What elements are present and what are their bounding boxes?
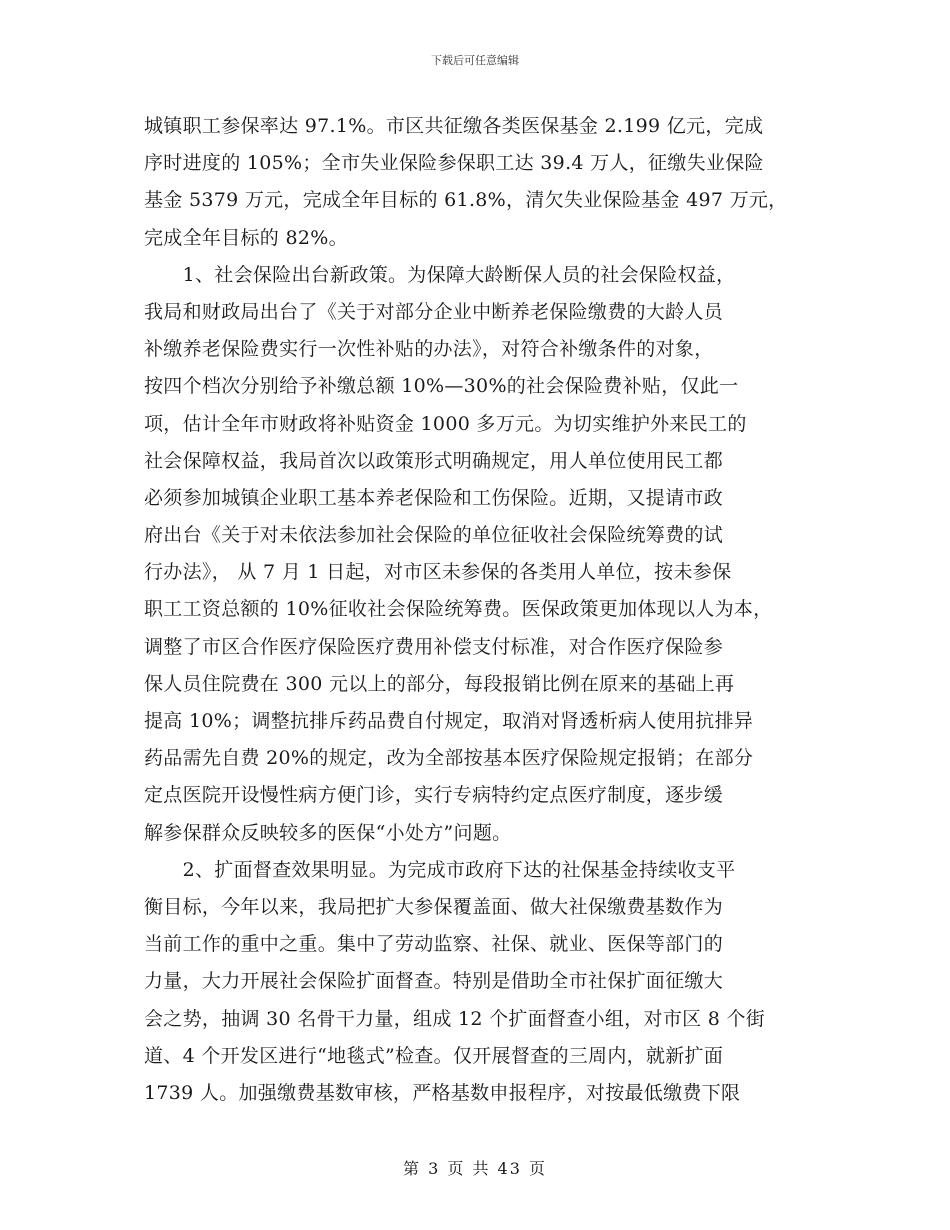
text-line: 府出台《关于对未依法参加社会保险的单位征收社会保险统筹费的试 xyxy=(144,524,724,547)
text-line: 衡目标，今年以来，我局把扩大参保覆盖面、做大社保缴费基数作为 xyxy=(144,895,724,918)
text-line: 力量，大力开展社会保险扩面督查。特别是借助全市社保扩面征缴大 xyxy=(144,970,724,993)
text-line: 我局和财政局出台了《关于对部分企业中断养老保险缴费的大龄人员 xyxy=(144,300,724,323)
text-line: 职工工资总额的 10%征收社会保险统筹费。医保政策更加体现以人为本， xyxy=(144,598,773,621)
text-line: 行办法》， 从 7 月 1 日起，对市区未参保的各类用人单位，按未参保 xyxy=(144,561,732,584)
text-line: 定点医院开设慢性病方便门诊，实行专病特约定点医疗制度，逐步缓 xyxy=(144,784,724,807)
text-line: 序时进度的 105%；全市失业保险参保职工达 39.4 万人，征缴失业保险 xyxy=(144,152,764,175)
document-body xyxy=(144,108,824,1112)
text-line: 道、4 个开发区进行“地毯式”检查。仅开展督查的三周内，就新扩面 xyxy=(144,1044,724,1067)
text-line: 1、社会保险出台新政策。为保障大龄断保人员的社会保险权益， xyxy=(144,263,736,286)
text-line: 按四个档次分别给予补缴总额 10%—30%的社会保险费补贴，仅此一 xyxy=(144,375,739,398)
text-line: 1739 人。加强缴费基数审核，严格基数申报程序，对按最低缴费下限 xyxy=(144,1081,741,1104)
text-line: 项，估计全年市财政将补贴资金 1000 多万元。为切实维护外来民工的 xyxy=(144,412,747,435)
text-line: 会之势，抽调 30 名骨干力量，组成 12 个扩面督查小组，对市区 8 个街 xyxy=(144,1007,766,1030)
text-line: 社会保障权益，我局首次以政策形式明确规定，用人单位使用民工都 xyxy=(144,449,724,472)
text-line: 2、扩面督查效果明显。为完成市政府下达的社保基金持续收支平 xyxy=(144,858,736,881)
text-line: 调整了市区合作医疗保险医疗费用补偿支付标准，对合作医疗保险参 xyxy=(144,635,724,658)
page-number-footer: 第 3 页 共 43 页 xyxy=(403,1159,547,1178)
text-line: 当前工作的重中之重。集中了劳动监察、社保、就业、医保等部门的 xyxy=(144,933,724,956)
text-line: 基金 5379 万元，完成全年目标的 61.8%，清欠失业保险基金 497 万元， xyxy=(144,189,788,212)
text-line: 解参保群众反映较多的医保“小处方”问题。 xyxy=(144,821,512,844)
text-line: 提高 10%；调整抗排斥药品费自付规定，取消对肾透析病人使用抗排异 xyxy=(144,710,754,732)
text-line: 完成全年目标的 82%。 xyxy=(144,226,348,249)
text-line: 必须参加城镇企业职工基本养老保险和工伤保险。近期，又提请市政 xyxy=(144,486,724,509)
text-line: 保人员住院费在 300 元以上的部分，每段报销比例在原来的基础上再 xyxy=(144,672,735,695)
text-line: 药品需先自费 20%的规定，改为全部按基本医疗保险规定报销；在部分 xyxy=(144,747,754,770)
text-line: 补缴养老保险费实行一次性补贴的办法》，对符合补缴条件的对象， xyxy=(144,338,714,361)
page-header: 下载后可任意编辑 xyxy=(431,54,519,67)
text-line: 城镇职工参保率达 97.1%。市区共征缴各类医保基金 2.199 亿元，完成 xyxy=(144,115,764,137)
